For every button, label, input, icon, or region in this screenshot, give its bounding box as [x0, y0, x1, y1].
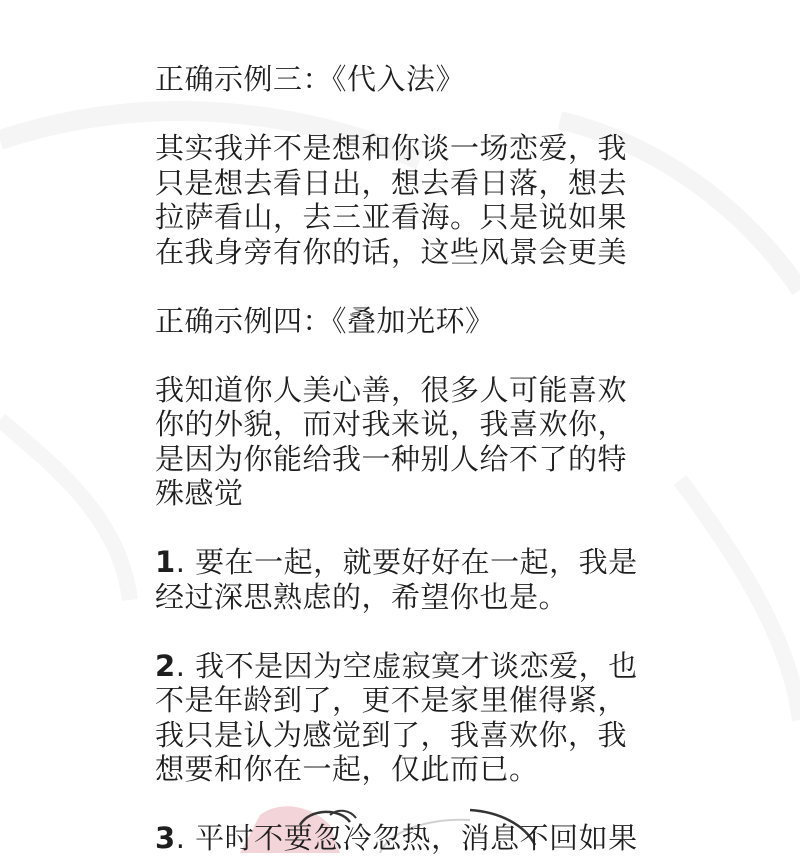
list-item-2-line-1	[155, 649, 675, 684]
list-item-3-line-1	[155, 821, 675, 856]
list-item-1-text-1: . 要在一起，就要好好在一起，我是	[175, 545, 638, 579]
paragraph-4-line-3: 是因为你能给我一种别人给不了的特	[155, 441, 628, 476]
article-body	[155, 62, 675, 856]
paragraph-4-line-2: 你的外貌，而对我来说，我喜欢你，	[155, 407, 628, 441]
list-item-1-line-2: 经过深思熟虑的，希望你也是。	[155, 579, 569, 614]
paragraph-4-line-4: 殊感觉	[155, 476, 244, 510]
list-item-2-line-4: 想要和你在一起，仅此而已。	[155, 752, 539, 786]
paragraph-3-line-4: 在我身旁有你的话，这些风景会更美	[155, 234, 628, 269]
list-item-2-number: 2	[155, 648, 176, 683]
list-item-2-line-2: 不是年龄到了，更不是家里催得紧，	[155, 683, 628, 717]
paragraph-3-line-1: 其实我并不是想和你谈一场恋爱，我	[155, 131, 628, 165]
section-heading-4: 正确示例四：《叠加光环》	[155, 303, 495, 338]
paragraph-3-line-2: 只是想去看日出，想去看日落，想去	[155, 165, 628, 200]
list-item-3-text-1: . 平时不要忽冷忽热，消息不回如果	[175, 821, 638, 855]
list-item-2-line-3: 我只是认为感觉到了，我喜欢你，我	[155, 717, 628, 752]
list-item-3-number: 3	[155, 821, 176, 855]
list-item-2-text-1: . 我不是因为空虚寂寞才谈恋爱，也	[175, 648, 638, 683]
list-item-1-number: 1	[155, 545, 176, 579]
paragraph-3-line-3: 拉萨看山，去三亚看海。只是说如果	[155, 200, 628, 234]
section-heading-3: 正确示例三：《代入法》	[155, 62, 466, 96]
paragraph-4-line-1: 我知道你人美心善，很多人可能喜欢	[155, 372, 628, 407]
list-item-1-line-1	[155, 545, 675, 580]
